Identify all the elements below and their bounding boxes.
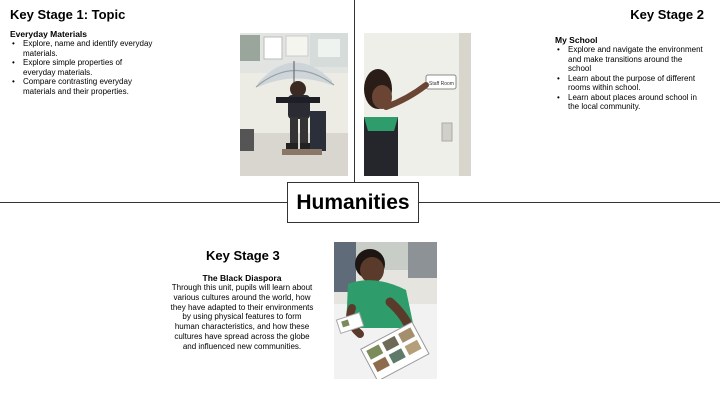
umbrella-photo — [240, 33, 348, 176]
list-item: • Compare contrasting everyday materials and their properties. — [10, 77, 155, 96]
vertical-divider — [354, 0, 355, 182]
ks3-section — [170, 273, 314, 352]
door-sign-text: Staff Room — [429, 81, 454, 87]
ks1-heading: Key Stage 1: Topic — [10, 7, 126, 22]
list-item: • Learn about the purpose of different rooms within school. — [555, 74, 705, 93]
ks1-section — [10, 29, 155, 96]
list-item: • Explore, name and identify everyday materials. — [10, 39, 155, 58]
list-item: • Explore simple properties of everyday materials. — [10, 58, 155, 77]
ks2-heading: Key Stage 2 — [630, 7, 704, 22]
list-item: • Explore and navigate the environment and make transitions around the school — [555, 45, 705, 74]
ks3-subheading: The Black Diaspora — [202, 273, 282, 283]
center-title: Humanities — [296, 190, 410, 214]
ks2-section — [555, 35, 705, 112]
door-sign-photo — [364, 33, 471, 176]
diaspora-photo — [334, 242, 437, 379]
list-item: • Learn about places around school in the local community. — [555, 93, 705, 112]
ks1-list — [10, 39, 155, 96]
ks3-body: Through this unit, pupils will learn about various cultures around the world, how they have adapted to their environments by using physical features to form human characteristics, and how these cultures have spread across the globe and influenced new communities. — [170, 283, 314, 351]
ks3-heading: Key Stage 3 — [206, 248, 280, 263]
ks2-subheading: My School — [555, 35, 598, 45]
center-title-box — [287, 182, 419, 223]
ks2-list — [555, 45, 705, 112]
ks1-subheading: Everyday Materials — [10, 29, 88, 39]
